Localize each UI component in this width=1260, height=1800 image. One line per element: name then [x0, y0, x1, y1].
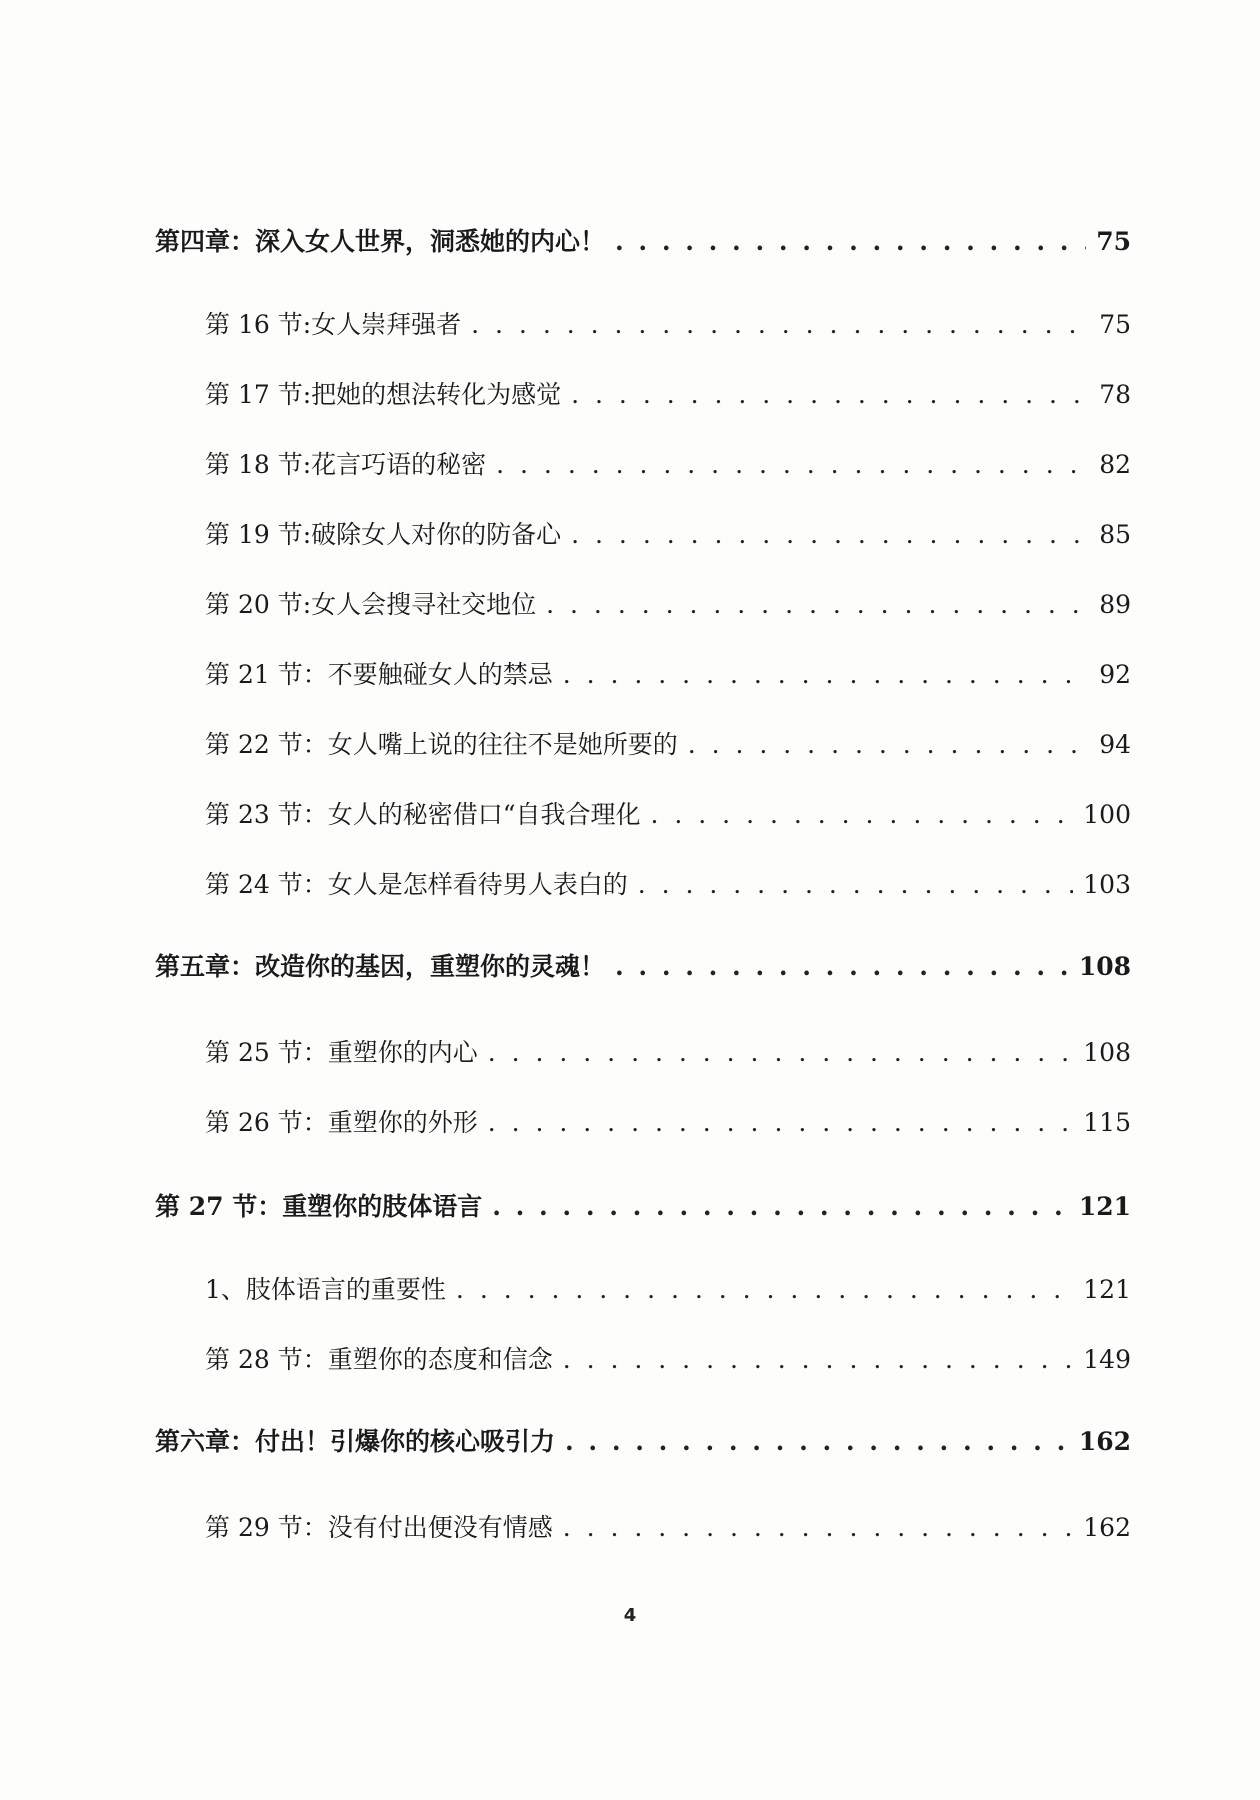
toc-entry-page: 103 — [1083, 870, 1131, 899]
toc-entry-title: 第 23 节：女人的秘密借口“自我合理化 — [205, 800, 641, 829]
toc-entry-title: 第四章：深入女人世界，洞悉她的内心！ — [155, 227, 606, 256]
toc-section-25 — [205, 1033, 1131, 1069]
toc-entry-page: 108 — [1083, 1038, 1131, 1067]
dot-leader — [638, 870, 1074, 899]
dot-leader — [651, 800, 1074, 829]
dot-leader — [563, 1513, 1074, 1542]
toc-entry-page: 162 — [1078, 1427, 1131, 1456]
toc-entry-title: 第六章：付出！引爆你的核心吸引力 — [155, 1427, 556, 1456]
toc-entry-title: 第 21 节：不要触碰女人的禁忌 — [205, 660, 553, 689]
dot-leader — [571, 380, 1089, 409]
toc-entry-page: 82 — [1099, 450, 1131, 479]
toc-entry-page: 121 — [1078, 1192, 1131, 1221]
toc-entry-page: 121 — [1083, 1275, 1131, 1304]
dot-leader — [563, 1345, 1074, 1374]
toc-entry-page: 78 — [1099, 380, 1131, 409]
dot-leader — [471, 310, 1089, 339]
toc-section-22 — [205, 725, 1131, 761]
toc-heading-section-27 — [155, 1187, 1131, 1223]
toc-section-20 — [205, 585, 1131, 621]
toc-entry-page: 75 — [1099, 310, 1131, 339]
toc-entry-title: 第 17 节:把她的想法转化为感觉 — [205, 380, 562, 409]
toc-entry-title: 第 25 节：重塑你的内心 — [205, 1038, 478, 1067]
toc-subsection-1 — [205, 1270, 1131, 1306]
dot-leader — [488, 1038, 1074, 1067]
toc-entry-title: 第 18 节:花言巧语的秘密 — [205, 450, 487, 479]
toc-chapter-5 — [155, 947, 1131, 983]
dot-leader — [546, 590, 1089, 619]
toc-section-28 — [205, 1340, 1131, 1376]
toc-entry-title: 第 26 节：重塑你的外形 — [205, 1108, 478, 1137]
toc-entry-page: 100 — [1083, 800, 1131, 829]
toc-entry-title: 第五章：改造你的基因，重塑你的灵魂！ — [155, 952, 606, 981]
toc-section-18 — [205, 445, 1131, 481]
dot-leader — [688, 730, 1089, 759]
toc-entry-title: 第 24 节：女人是怎样看待男人表白的 — [205, 870, 628, 899]
toc-entry-title: 第 16 节:女人崇拜强者 — [205, 310, 462, 339]
dot-leader — [565, 1427, 1069, 1456]
toc-entry-title: 第 27 节：重塑你的肢体语言 — [155, 1192, 483, 1221]
toc-entry-page: 149 — [1083, 1345, 1131, 1374]
toc-section-16 — [205, 305, 1131, 341]
toc-entry-page: 85 — [1099, 520, 1131, 549]
toc-entry-page: 162 — [1083, 1513, 1131, 1542]
toc-section-21 — [205, 655, 1131, 691]
toc-entry-title: 第 29 节：没有付出便没有情感 — [205, 1513, 553, 1542]
toc-entry-title: 第 28 节：重塑你的态度和信念 — [205, 1345, 553, 1374]
toc-entry-page: 108 — [1078, 952, 1131, 981]
dot-leader — [571, 520, 1089, 549]
toc-entry-page: 115 — [1083, 1108, 1131, 1137]
toc-entry-page: 89 — [1099, 590, 1131, 619]
toc-section-17 — [205, 375, 1131, 411]
dot-leader — [492, 1192, 1069, 1221]
dot-leader — [488, 1108, 1074, 1137]
toc-section-26 — [205, 1103, 1131, 1139]
toc-chapter-6 — [155, 1422, 1131, 1458]
toc-entry-page: 94 — [1099, 730, 1131, 759]
toc-entry-title: 第 22 节：女人嘴上说的往往不是她所要的 — [205, 730, 678, 759]
toc-section-24 — [205, 865, 1131, 901]
toc-entry-page: 75 — [1096, 227, 1131, 256]
dot-leader — [456, 1275, 1073, 1304]
toc-chapter-4 — [155, 222, 1131, 258]
toc-section-19 — [205, 515, 1131, 551]
dot-leader — [615, 952, 1069, 981]
dot-leader — [615, 227, 1086, 256]
dot-leader — [563, 660, 1089, 689]
toc-section-23 — [205, 795, 1131, 831]
toc-entry-title: 1、肢体语言的重要性 — [205, 1275, 446, 1304]
toc-entry-page: 92 — [1099, 660, 1131, 689]
toc-entry-title: 第 20 节:女人会搜寻社交地位 — [205, 590, 537, 619]
toc-entry-title: 第 19 节:破除女人对你的防备心 — [205, 520, 562, 549]
page-number: 4 — [623, 1605, 637, 1626]
toc-section-29 — [205, 1508, 1131, 1544]
dot-leader — [496, 450, 1089, 479]
